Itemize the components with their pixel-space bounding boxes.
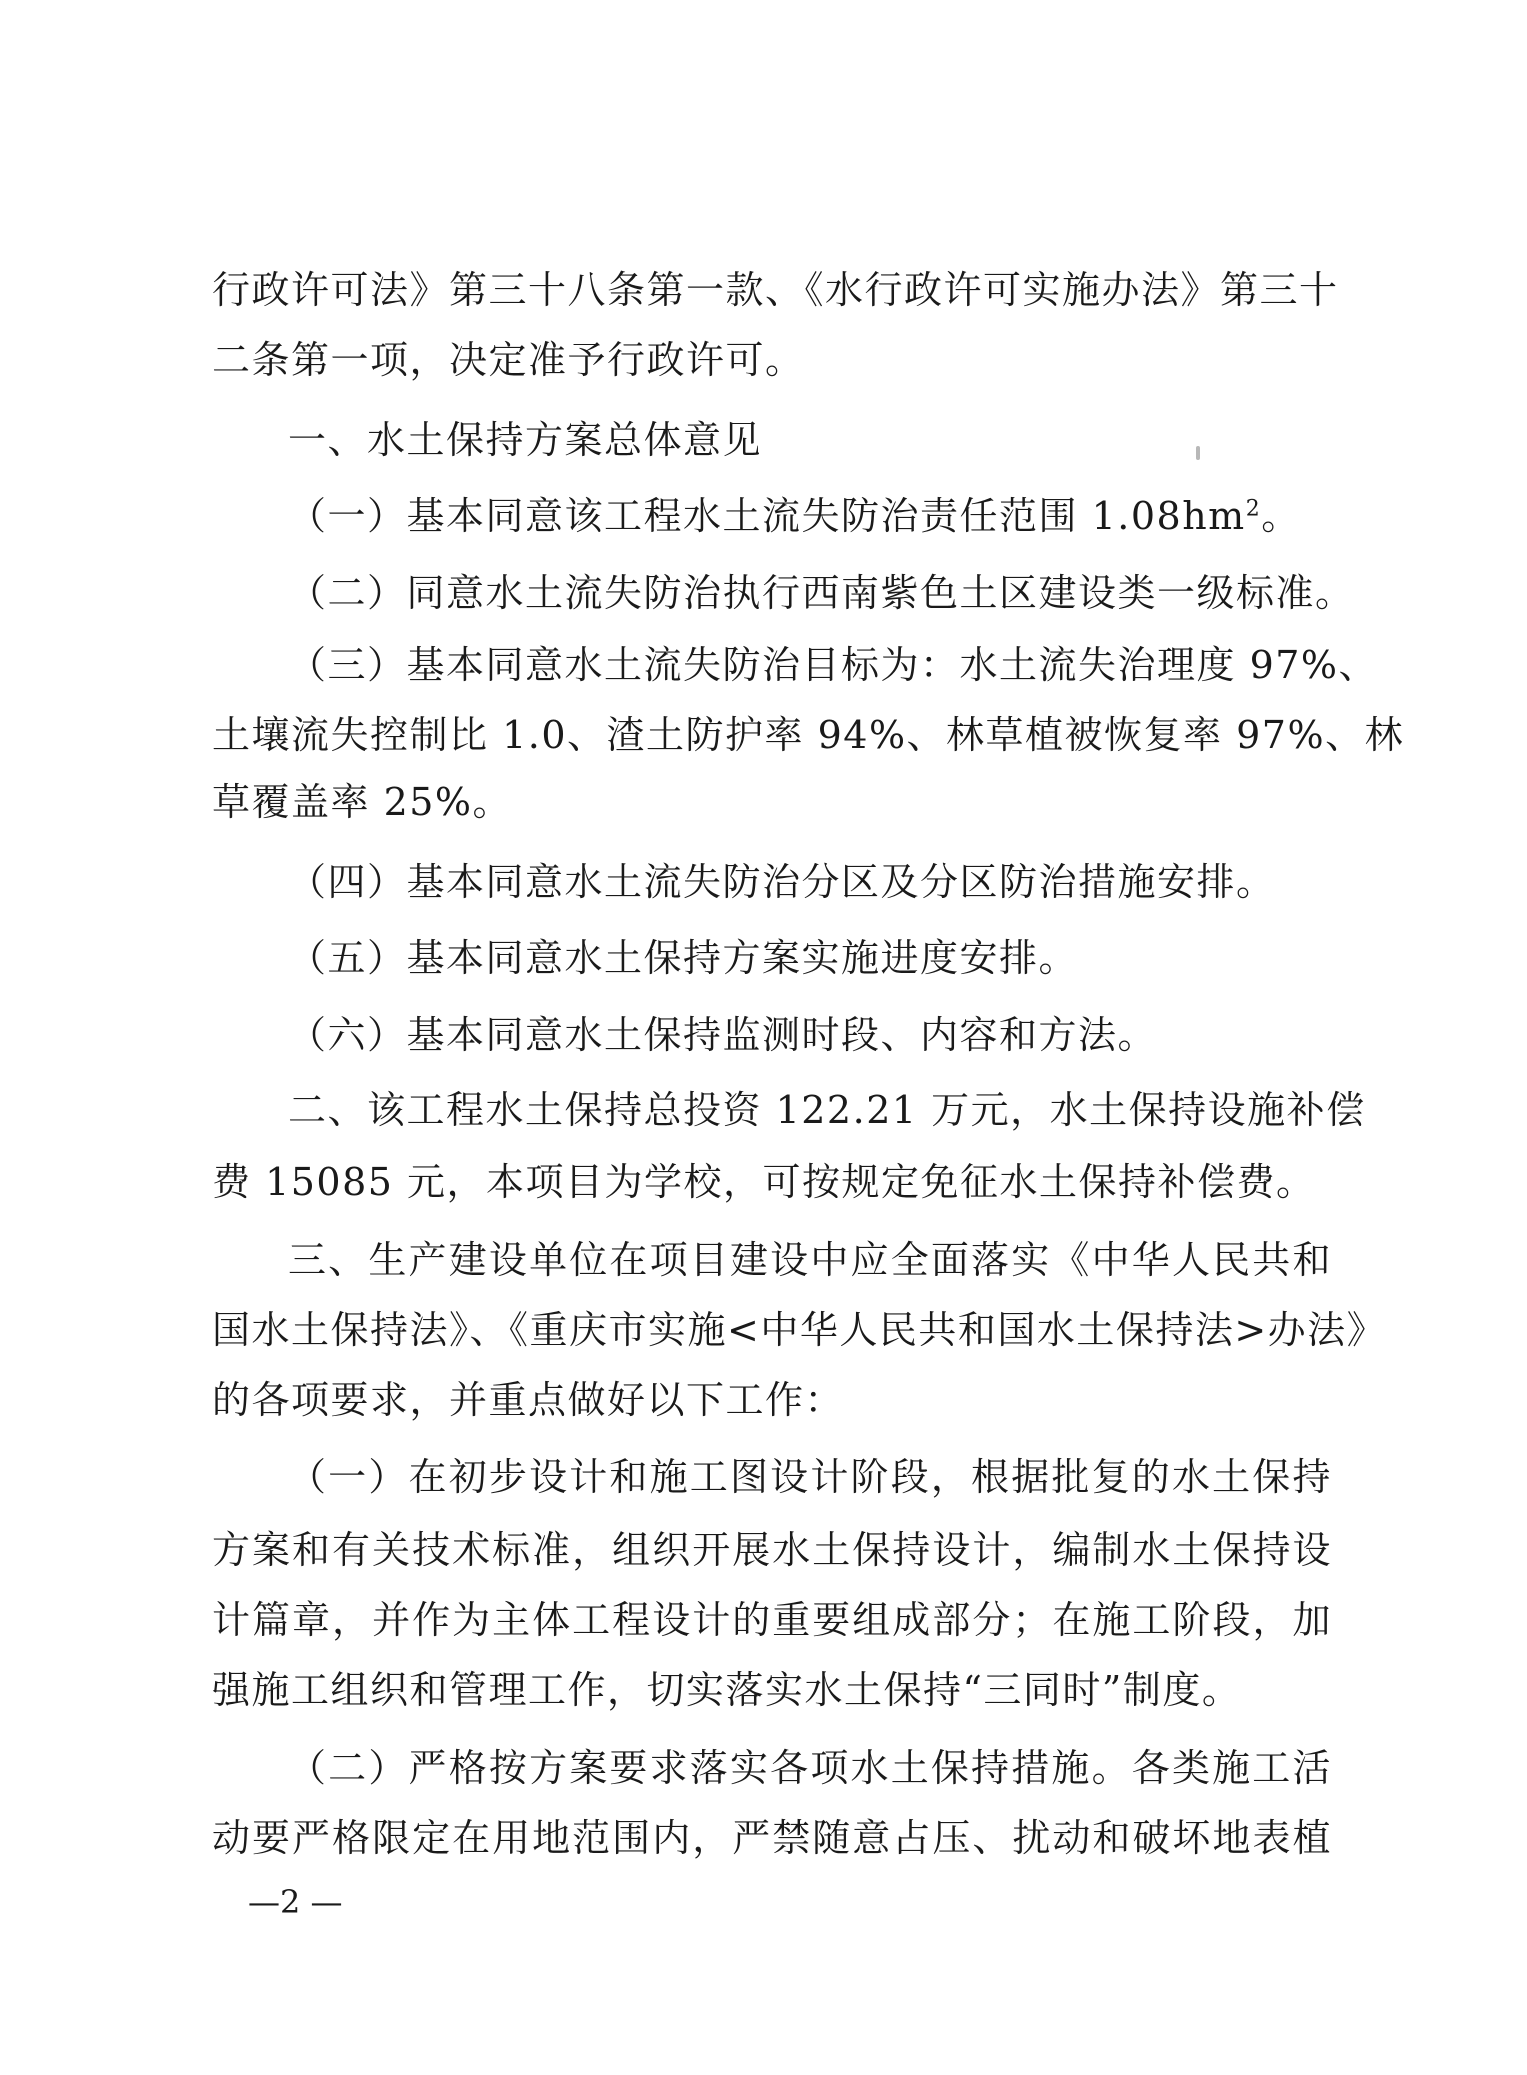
- paragraph-line: （六）基本同意水土保持监测时段、内容和方法。: [288, 1013, 1158, 1057]
- paragraph-line: 二、该工程水土保持总投资 122.21 万元，水土保持设施补偿: [288, 1088, 1366, 1132]
- paragraph-line: 计篇章，并作为主体工程设计的重要组成部分；在施工阶段，加: [212, 1598, 1332, 1642]
- paragraph-line: 费 15085 元，本项目为学校，可按规定免征水土保持补偿费。: [212, 1160, 1316, 1204]
- paragraph-line: 的各项要求，并重点做好以下工作：: [212, 1378, 845, 1422]
- paragraph-line: （一）在初步设计和施工图设计阶段，根据批复的水土保持: [288, 1455, 1332, 1499]
- section-heading: 三、生产建设单位在项目建设中应全面落实《中华人民共和: [288, 1238, 1332, 1282]
- paragraph-line: （四）基本同意水土流失防治分区及分区防治措施安排。: [288, 860, 1276, 904]
- paragraph-line: 动要严格限定在用地范围内，严禁随意占压、扰动和破坏地表植: [212, 1816, 1332, 1860]
- paragraph-line: 强施工组织和管理工作，切实落实水土保持“三同时”制度。: [212, 1668, 1242, 1712]
- paragraph-line: 行政许可法》第三十八条第一款、《水行政许可实施办法》第三十: [212, 268, 1339, 312]
- paragraph-line: （二）严格按方案要求落实各项水土保持措施。各类施工活: [288, 1746, 1332, 1790]
- superscript: 2: [1245, 496, 1262, 522]
- page-number: —2 —: [248, 1883, 343, 1921]
- paragraph-line: 国水土保持法》、《重庆市实施<中华人民共和国水土保持法>办法》: [212, 1308, 1387, 1352]
- line-text-tail: 。: [1261, 494, 1301, 538]
- paragraph-line: 土壤流失控制比 1.0、渣土防护率 94%、林草植被恢复率 97%、林: [212, 713, 1405, 757]
- paragraph-line: （二）同意水土流失防治执行西南紫色土区建设类一级标准。: [288, 571, 1355, 615]
- scan-speck: [1196, 446, 1200, 460]
- paragraph-line: [288, 488, 1301, 544]
- line-text: （一）基本同意该工程水土流失防治责任范围 1.08hm: [288, 494, 1246, 538]
- paragraph-line: 草覆盖率 25%。: [212, 780, 513, 824]
- paragraph-line: （三）基本同意水土流失防治目标为：水土流失治理度 97%、: [288, 643, 1379, 687]
- section-heading: 一、水土保持方案总体意见: [288, 418, 763, 462]
- paragraph-line: 二条第一项，决定准予行政许可。: [212, 338, 805, 382]
- paragraph-line: （五）基本同意水土保持方案实施进度安排。: [288, 936, 1079, 980]
- paragraph-line: 方案和有关技术标准，组织开展水土保持设计，编制水土保持设: [212, 1528, 1332, 1572]
